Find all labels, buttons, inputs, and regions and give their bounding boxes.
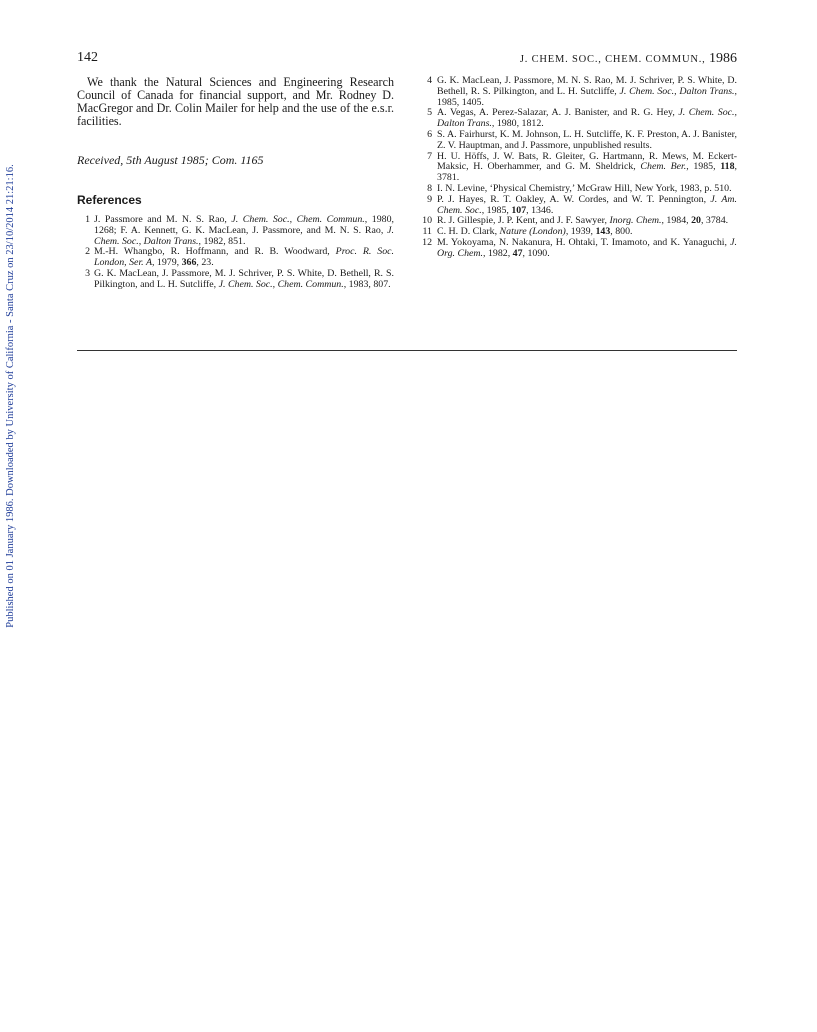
- reference-text: , 1979,: [151, 257, 182, 269]
- reference-text: G. K. MacLean, J. Passmore, M. N. S. Rao, M. J. Schriver, P. S. White, D. Bethell, R. S. Pilkington, and L. H. Sutcliffe,: [437, 75, 737, 97]
- download-sidebar-note[interactable]: Published on 01 January 1986. Downloaded by University of California - Santa Cruz on 23/10/2014 21:21:16.: [5, 164, 16, 628]
- reference-text: S. A. Fairhurst, K. M. Johnson, L. H. Sutcliffe, K. F. Preston, A. J. Banister, Z. V. Hauptman, and J. Passmore, unpublished results.: [437, 128, 737, 151]
- reference-text: P. J. Hayes, R. T. Oakley, A. W. Cordes, and W. T. Pennington,: [437, 193, 711, 205]
- reference-journal: J. Chem. Soc., Chem. Commun.: [218, 278, 344, 290]
- journal-year: 1986: [709, 51, 737, 66]
- reference-volume: 366: [181, 257, 197, 269]
- reference-number: 10: [422, 215, 432, 227]
- reference-text: R. J. Gillespie, J. P. Kent, and J. F. Sawyer,: [437, 215, 610, 227]
- reference-text: , 1346.: [526, 204, 554, 216]
- left-column: [77, 76, 394, 291]
- reference-text: , 1984,: [661, 215, 692, 227]
- reference-journal: Proc. R. Soc. London, Ser. A: [94, 246, 394, 269]
- reference-text: , 1939,: [565, 226, 596, 238]
- reference-volume: 47: [512, 247, 523, 259]
- reference-number: 5: [427, 107, 432, 119]
- reference-number: 3: [85, 267, 90, 279]
- reference-journal: J. Chem. Soc., Dalton Trans.: [619, 85, 735, 97]
- reference-item: [418, 238, 737, 260]
- reference-text: I. N. Levine, ‘Physical Chemistry,’ McGraw Hill, New York, 1983, p. 510.: [437, 182, 732, 194]
- reference-number: 12: [422, 236, 432, 248]
- reference-number: 8: [427, 182, 432, 194]
- references-heading: References: [77, 193, 142, 207]
- right-column: [418, 76, 737, 260]
- bottom-rule: [77, 350, 737, 351]
- journal-header: [520, 51, 737, 67]
- reference-number: 9: [427, 193, 432, 205]
- reference-item: [418, 108, 737, 130]
- reference-item: [418, 130, 737, 152]
- reference-text: A. Vegas, A. Perez-Salazar, A. J. Banister, and R. G. Hey,: [437, 107, 679, 119]
- reference-text: , 800.: [610, 226, 633, 238]
- references-list-right: [418, 76, 737, 260]
- reference-number: 2: [85, 246, 90, 258]
- reference-journal: Inorg. Chem.: [609, 215, 662, 227]
- reference-text: , 1982,: [483, 247, 513, 259]
- journal-title: J. CHEM. SOC., CHEM. COMMUN.,: [519, 54, 706, 65]
- reference-number: 6: [427, 128, 432, 140]
- reference-text: , 1980, 1812.: [491, 118, 544, 130]
- reference-text: , 1090.: [522, 247, 550, 259]
- references-list-left: [77, 215, 394, 291]
- reference-item: [77, 247, 394, 269]
- reference-volume: 107: [511, 204, 527, 216]
- reference-volume: 118: [720, 161, 735, 173]
- reference-number: 1: [85, 214, 90, 225]
- reference-journal: J. Chem. Soc., Chem. Commun.: [231, 214, 365, 225]
- reference-journal: J. Chem. Soc., Dalton Trans.: [94, 224, 394, 247]
- reference-text: M.-H. Whangbo, R. Hoffmann, and R. B. Woodward,: [94, 246, 336, 258]
- reference-text: M. Yokoyama, N. Nakanura, H. Ohtaki, T. Imamoto, and K. Yanaguchi,: [437, 236, 731, 248]
- reference-text: , 23.: [196, 257, 214, 269]
- reference-item: [77, 269, 394, 291]
- reference-journal: J. Chem. Soc., Dalton Trans.: [437, 107, 737, 130]
- received-line: Received, 5th August 1985; Com. 1165: [77, 153, 264, 167]
- reference-journal: Nature (London): [499, 226, 566, 238]
- reference-text: J. Passmore and M. N. S. Rao,: [94, 214, 232, 225]
- reference-journal: J. Org. Chem.: [437, 236, 737, 259]
- reference-number: 7: [427, 150, 432, 162]
- reference-text: G. K. MacLean, J. Passmore, M. J. Schriver, P. S. White, D. Bethell, R. S. Pilkington, and L. H. Sutcliffe,: [94, 267, 394, 290]
- reference-item: [77, 215, 394, 247]
- reference-text: , 1980, 1268; F. A. Kennett, G. K. MacLean, J. Passmore, and M. N. S. Rao,: [94, 214, 394, 236]
- reference-volume: 143: [595, 226, 611, 238]
- reference-item: [418, 152, 737, 184]
- reference-text: , 1985, 1405.: [437, 85, 737, 108]
- reference-text: , 1985,: [481, 204, 512, 216]
- reference-volume: 20: [691, 215, 701, 227]
- reference-text: , 3781.: [437, 161, 738, 184]
- reference-journal: Chem. Ber.: [640, 161, 687, 173]
- reference-item: [418, 195, 737, 217]
- reference-item: [418, 76, 737, 108]
- reference-text: H. U. Höffs, J. W. Bats, R. Gleiter, G. Hartmann, R. Mews, M. Eckert-Maksic, H. Oberhammer, and G. M. Sheldrick,: [437, 150, 737, 173]
- acknowledgement-paragraph: We thank the Natural Sciences and Engineering Research Council of Canada for financial support, and Mr. Rodney D. MacGregor and Dr. Colin Mailer for help and the use of the e.s.r. facilities.: [77, 75, 394, 128]
- reference-journal: J. Am. Chem. Soc.: [437, 193, 737, 216]
- reference-number: 4: [427, 75, 432, 86]
- reference-text: , 3784.: [700, 215, 729, 227]
- reference-text: , 1982, 851.: [198, 235, 246, 247]
- reference-text: , 1983, 807.: [343, 278, 391, 290]
- page-number: 142: [77, 50, 98, 65]
- reference-text: C. H. D. Clark,: [437, 226, 500, 238]
- reference-text: , 1985,: [686, 161, 721, 173]
- reference-number: 11: [422, 226, 432, 238]
